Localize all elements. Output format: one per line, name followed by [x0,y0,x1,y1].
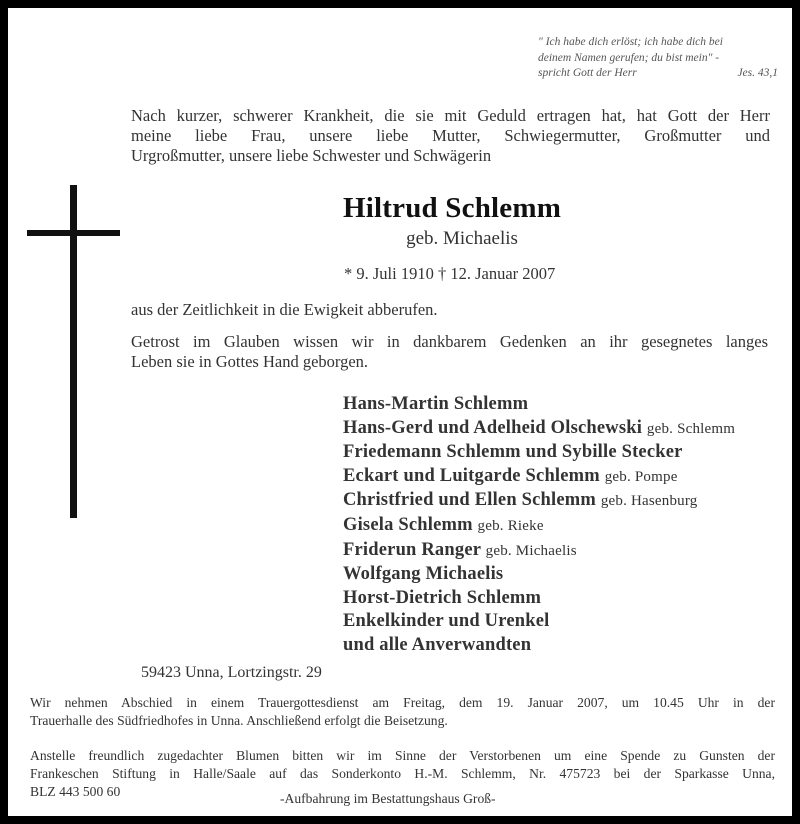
donation-line-1: Anstelle freundlich zugedachter Blumen bitten wir im Sinne der Verstorbenen um eine Spende zu Gunsten der [30,748,775,763]
intro-line-3: Urgroßmutter, unsere liebe Schwester und Schwägerin [131,146,492,165]
family-member [343,587,735,611]
member-name: Wolfgang Michaelis [343,564,504,585]
verse-line-2: deinem Namen gerufen; du bist mein" - [538,51,720,64]
donation-line-2: Frankeschen Stiftung in Halle/Saale auf das Sonderkonto H.-M. Schlemm, Nr. 475723 bei der Sparkasse Unna, [30,766,775,781]
funeral-line-2: Trauerhalle des Südfriedhofes in Unna. Anschließend erfolgt die Beisetzung. [30,713,448,728]
member-name: Horst-Dietrich Schlemm [343,587,542,608]
member-maiden-name: geb. Hasenburg [600,493,698,510]
obituary-notice [8,8,792,816]
member-maiden-name: geb. Pompe [604,468,678,485]
family-member [343,634,735,658]
member-name: Eckart und Luitgarde Schlemm [343,465,600,486]
ewigkeit-text: aus der Zeitlichkeit in die Ewigkeit abberufen. [131,300,438,319]
deceased-name: Hiltrud Schlemm [343,192,562,224]
member-name: Enkelkinder und Urenkel [343,611,550,632]
family-member [343,563,735,587]
viewing-note: -Aufbahrung im Bestattungshaus Groß- [280,791,496,806]
funeral-service-info [30,694,775,730]
intro-line-2: meine liebe Frau, unsere liebe Mutter, Schwiegermutter, Großmutter und [131,126,770,145]
getrost-line-1: Getrost im Glauben wissen wir in dankbarem Gedenken an ihr gesegnetes langes [131,332,768,351]
verse-line-1: " Ich habe dich erlöst; ich habe dich bei [538,36,723,48]
intro-paragraph [131,106,770,166]
family-member [343,393,735,417]
life-dates: * 9. Juli 1910 † 12. Januar 2007 [344,264,556,283]
member-name: Hans-Gerd und Adelheid Olschewski [343,417,643,438]
member-name: Friderun Ranger [343,539,481,560]
member-name: Gisela Schlemm [343,514,473,535]
getrost-paragraph [131,332,768,372]
family-member [343,514,735,539]
family-member [343,417,735,442]
family-address: 59423 Unna, Lortzingstr. 29 [141,664,322,681]
family-list [343,393,735,658]
verse-attribution: spricht Gott der Herr [538,67,637,79]
bible-verse [538,35,778,82]
family-member [343,465,735,490]
maiden-name: geb. Michaelis [406,228,518,249]
funeral-line-1: Wir nehmen Abschied in einem Trauergottesdienst am Freitag, dem 19. Januar 2007, um 10.45 Uhr in der [30,695,775,710]
intro-line-1: Nach kurzer, schwerer Krankheit, die sie mit Geduld ertragen hat, hat Gott der Herr [131,106,770,125]
family-member [343,441,735,465]
member-maiden-name: geb. Schlemm [646,420,736,437]
member-name: Hans-Martin Schlemm [343,394,529,414]
verse-reference: Jes. 43,1 [737,67,778,79]
family-member [343,489,735,514]
member-name: Christfried und Ellen Schlemm [343,490,596,511]
getrost-line-2: Leben sie in Gottes Hand geborgen. [131,352,369,371]
member-maiden-name: geb. Michaelis [485,542,577,559]
member-maiden-name: geb. Rieke [477,517,544,534]
member-name: Friedemann Schlemm und Sybille Stecker [343,442,683,463]
verse-line-3 [538,66,778,82]
donation-line-3: BLZ 443 500 60 [30,784,121,799]
family-member [343,539,735,564]
member-name: und alle Anverwandten [343,634,532,655]
family-member [343,610,735,634]
